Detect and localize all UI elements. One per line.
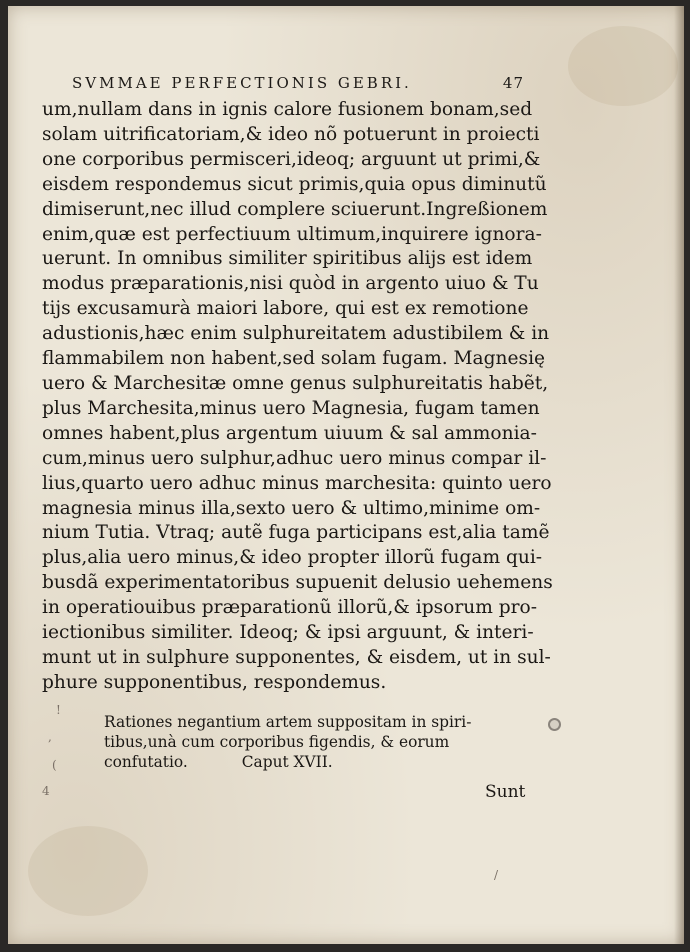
- text-line: phure supponentibus, respondemus.: [42, 671, 387, 693]
- margin-mark: /: [494, 868, 499, 882]
- rubric-line: [104, 752, 484, 772]
- text-line: munt ut in sulphure supponentes, & eisdem, ut in sul-: [42, 646, 551, 668]
- text-line: dimiserunt,nec illud complere sciuerunt.Ingreßionem: [42, 198, 548, 220]
- page-spine-shadow: [674, 6, 684, 944]
- margin-mark: !: [56, 703, 61, 717]
- margin-mark: 4: [42, 784, 50, 798]
- text-line: modus præparationis,nisi quòd in argento uiuo & Tu: [42, 273, 539, 295]
- running-title: SVMMAE PERFECTIONIS GEBRI.: [72, 74, 412, 92]
- text-line: omnes habent,plus argentum uiuum & sal ammonia-: [42, 422, 537, 444]
- margin-mark: ,: [48, 730, 52, 744]
- text-line: one corporibus permisceri,ideoq; arguunt ut primi,&: [42, 148, 541, 170]
- page-number: 47: [502, 74, 524, 92]
- rubric-line: Rationes negantium artem suppositam in spiri-: [104, 713, 472, 731]
- rubric-line-text: confutatio.: [104, 753, 188, 771]
- text-line: busdã experimentatoribus supuenit delusio uehemens: [42, 572, 553, 594]
- text-line: nium Tutia. Vtraq; autẽ fuga participans est,alia tamẽ: [42, 522, 550, 544]
- text-line: magnesia minus illa,sexto uero & ultimo,minime om-: [42, 497, 541, 519]
- text-line: iectionibus similiter. Ideoq; & ipsi arguunt, & interi-: [42, 622, 534, 644]
- worm-hole: [548, 718, 561, 731]
- chapter-rubric: [104, 712, 484, 772]
- running-header: [72, 74, 524, 92]
- rubric-line: tibus,unà cum corporibus figendis, & eorum: [104, 733, 450, 751]
- text-line: uero & Marchesitæ omne genus sulphureitatis habẽt,: [42, 372, 549, 394]
- text-line: tijs excusamurà maiori labore, qui est ex remotione: [42, 298, 529, 320]
- catchword: Sunt: [485, 782, 526, 802]
- main-text: [42, 98, 553, 696]
- book-page: [8, 6, 684, 944]
- text-line: um,nullam dans in ignis calore fusionem bonam,sed: [42, 99, 533, 120]
- page-stain: [568, 26, 678, 106]
- text-line: in operatiouibus præparationũ illorũ,& ipsorum pro-: [42, 597, 538, 619]
- text-line: plus,alia uero minus,& ideo propter illorũ fugam qui-: [42, 547, 543, 569]
- page-stain: [28, 826, 148, 916]
- text-line: cum,minus uero sulphur,adhuc uero minus compar il-: [42, 447, 547, 469]
- text-line: plus Marchesita,minus uero Magnesia, fugam tamen: [42, 397, 540, 419]
- text-line: uerunt. In omnibus similiter spiritibus alijs est idem: [42, 248, 533, 270]
- text-line: enim,quæ est perfectiuum ultimum,inquirere ignora-: [42, 223, 542, 245]
- text-line: adustionis,hæc enim sulphureitatem adustibilem & in: [42, 323, 550, 345]
- text-line: flammabilem non habent,sed solam fugam. Magnesię: [42, 348, 546, 370]
- text-line: eisdem respondemus sicut primis,quia opus diminutũ: [42, 173, 547, 195]
- text-line: lius,quarto uero adhuc minus marchesita: quinto uero: [42, 472, 552, 494]
- text-line: solam uitrificatoriam,& ideo nõ potuerunt in proiecti: [42, 123, 540, 145]
- chapter-number: Caput XVII.: [241, 753, 333, 771]
- margin-mark: (: [52, 758, 57, 772]
